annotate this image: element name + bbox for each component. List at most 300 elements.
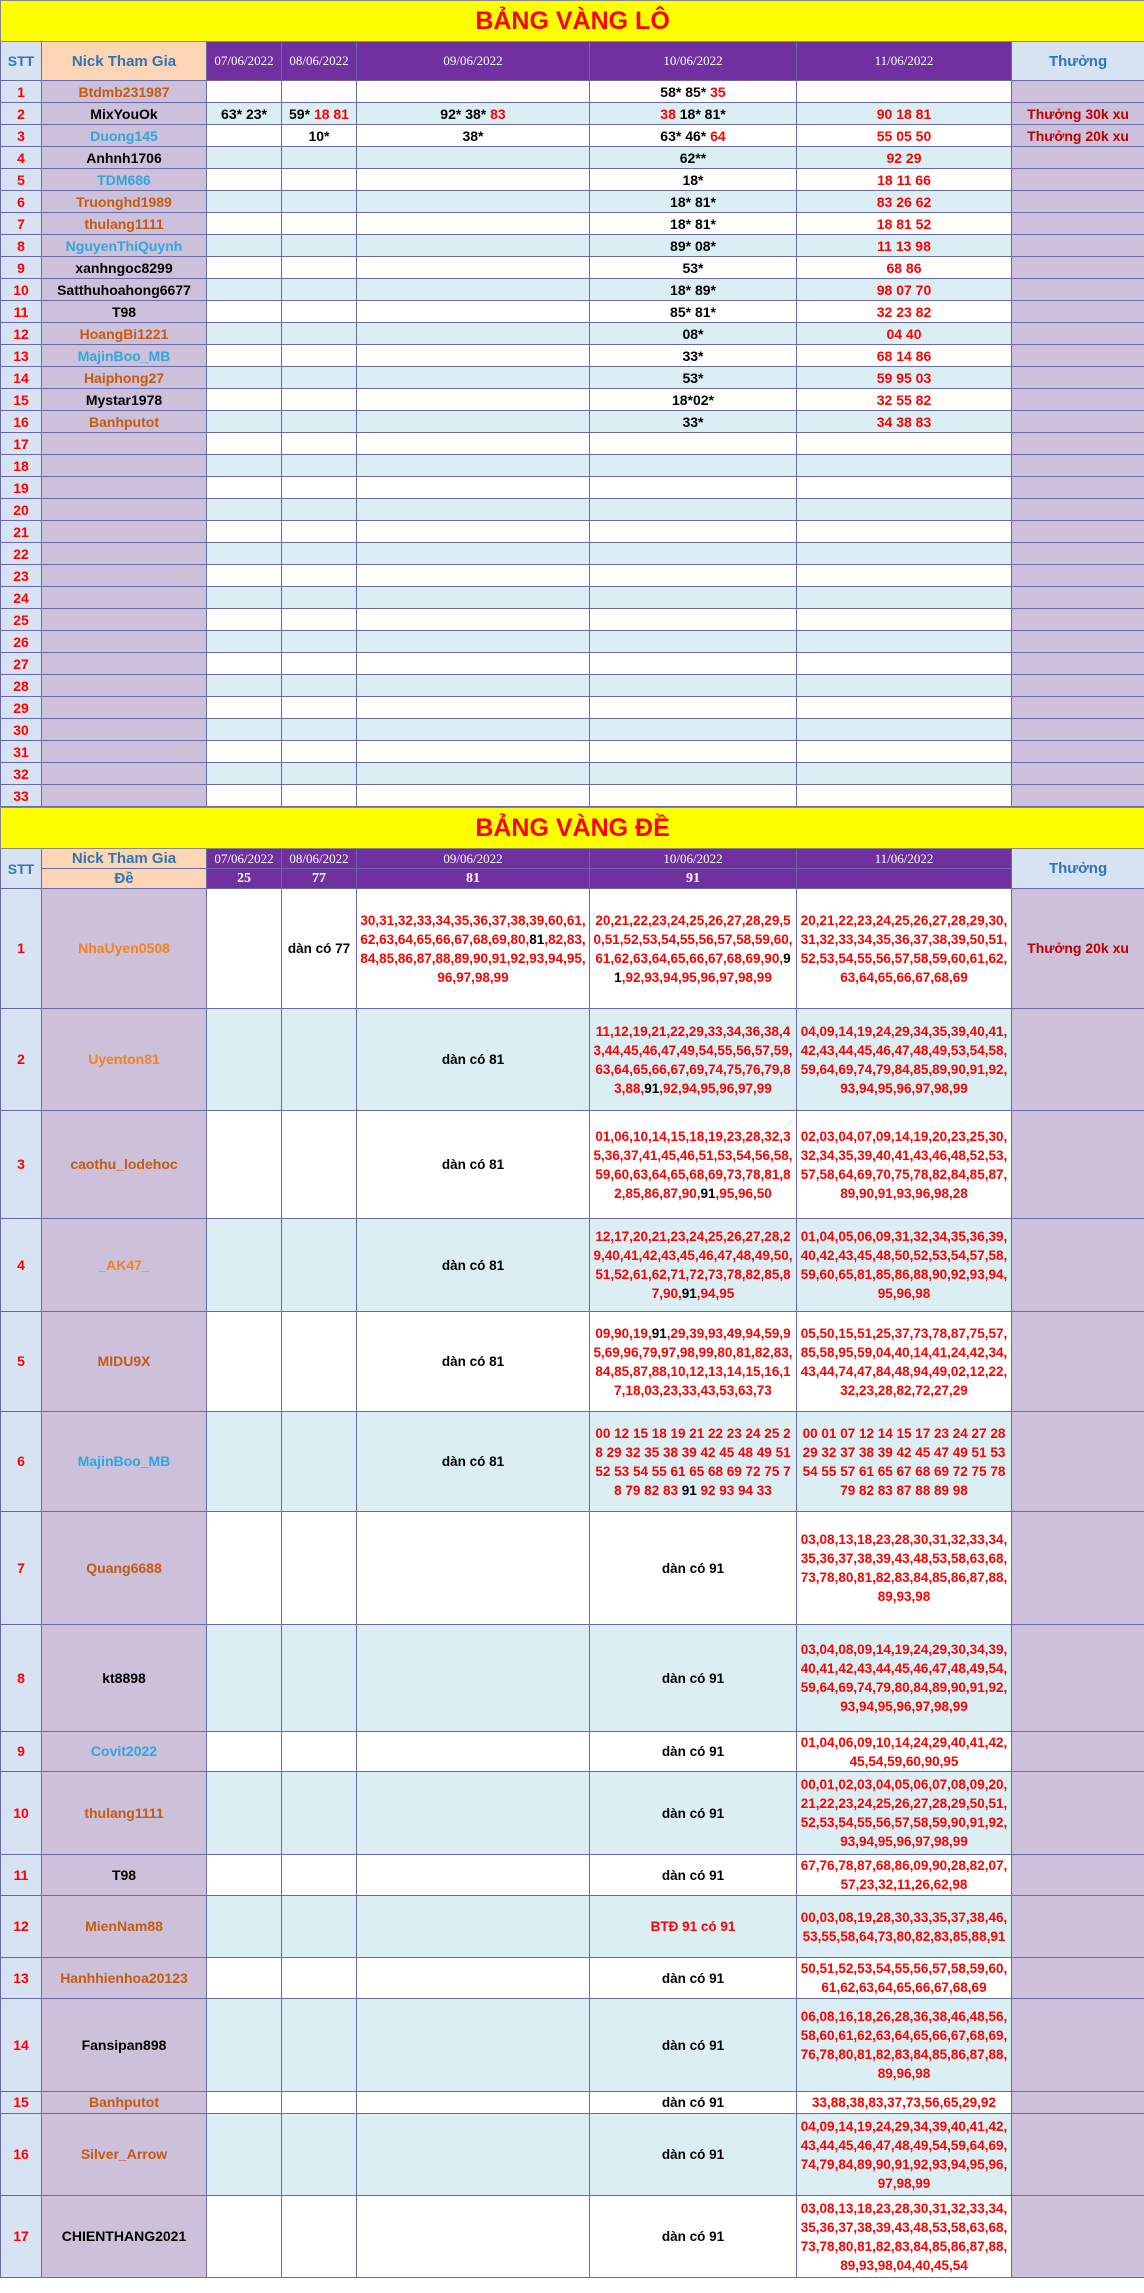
row-cell [357, 609, 590, 631]
row-stt: 1 [1, 81, 42, 103]
row-cell [357, 213, 590, 235]
row-thuong [1012, 1958, 1144, 1999]
row-stt: 4 [1, 147, 42, 169]
row-cell [797, 389, 1012, 411]
row-cell [590, 345, 797, 367]
value-segment: 33* [682, 413, 704, 430]
row-cell [207, 543, 282, 565]
value-segment: 18 81 [313, 105, 349, 122]
row-cell [797, 2092, 1012, 2114]
row-cell [207, 169, 282, 191]
table-row [1, 785, 1144, 807]
row-nick: caothu_lodehoc [42, 1111, 207, 1219]
row-cell [590, 301, 797, 323]
row-thuong [1012, 323, 1144, 345]
row-cell [207, 1772, 282, 1855]
row-cell [207, 279, 282, 301]
row-cell [797, 1111, 1012, 1219]
row-nick: Fansipan898 [42, 1999, 207, 2092]
row-cell [207, 521, 282, 543]
value-segment: 53* [682, 369, 704, 386]
row-cell [282, 499, 357, 521]
value-segment: 90 18 81 [876, 105, 932, 122]
value-segment: 12,17,20,21,23,24,25,26,27,28,29,40,41,42,43,45,46,47,48,49,50,51,52,61,62,71,72,73,78,82,85,87,90, [593, 1229, 793, 1301]
row-cell [282, 543, 357, 565]
row-nick: Btdmb231987 [42, 81, 207, 103]
row-cell [207, 2114, 282, 2196]
table-row [1, 257, 1144, 279]
value-segment: 98 07 70 [876, 281, 932, 298]
row-nick: Banhputot [42, 2092, 207, 2114]
row-thuong [1012, 1732, 1144, 1772]
table-row [1, 1732, 1144, 1772]
row-nick [42, 741, 207, 763]
row-nick: Quang6688 [42, 1512, 207, 1625]
table-row [1, 889, 1144, 1009]
lo-title: BẢNG VÀNG LÔ [1, 1, 1144, 42]
row-stt: 16 [1, 2114, 42, 2196]
row-cell [282, 763, 357, 785]
row-cell [797, 1009, 1012, 1111]
row-stt: 1 [1, 889, 42, 1009]
row-thuong [1012, 2114, 1144, 2196]
row-cell [207, 147, 282, 169]
row-cell [797, 1219, 1012, 1312]
row-thuong [1012, 697, 1144, 719]
row-nick [42, 763, 207, 785]
value-segment: 04 40 [886, 325, 922, 342]
row-cell [590, 477, 797, 499]
value-segment: 59* [289, 105, 314, 122]
row-nick [42, 521, 207, 543]
row-cell [590, 1111, 797, 1219]
table-row [1, 2114, 1144, 2196]
row-cell [357, 763, 590, 785]
row-cell: dàn có 91 [590, 2114, 797, 2196]
row-cell [282, 1312, 357, 1412]
row-thuong: Thưởng 20k xu [1012, 125, 1144, 147]
row-cell [797, 103, 1012, 125]
row-cell [797, 345, 1012, 367]
row-thuong [1012, 631, 1144, 653]
row-cell [207, 565, 282, 587]
row-cell [282, 345, 357, 367]
row-cell [282, 521, 357, 543]
row-cell [282, 81, 357, 103]
value-segment: 38 [660, 105, 676, 122]
de-header-nick: Nick Tham Gia [42, 849, 207, 869]
row-cell [590, 213, 797, 235]
row-cell [282, 1219, 357, 1312]
row-nick: NhaUyen0508 [42, 889, 207, 1009]
row-cell [797, 213, 1012, 235]
de-result: 77 [282, 869, 357, 889]
row-cell [590, 889, 797, 1009]
row-thuong [1012, 521, 1144, 543]
row-thuong [1012, 675, 1144, 697]
value-segment: 38* [462, 127, 484, 144]
value-segment: 32 23 82 [876, 303, 932, 320]
row-cell [357, 477, 590, 499]
row-cell [282, 741, 357, 763]
row-cell [590, 565, 797, 587]
row-cell [207, 697, 282, 719]
row-cell [207, 1896, 282, 1958]
value-segment: 00 12 15 18 19 21 22 23 24 25 28 29 32 35 38 39 42 45 48 49 51 52 53 54 55 61 65 68 69 72 75 78 79 82 83 [595, 1425, 791, 1498]
row-cell [207, 889, 282, 1009]
row-stt: 10 [1, 279, 42, 301]
row-cell [797, 889, 1012, 1009]
value-segment: 05,50,15,51,25,37,73,78,87,75,57,85,58,95,59,04,40,14,41,24,42,34,43,44,74,47,84,48,94,49,02,12,22,32,23,28,82,72,27,29 [800, 1325, 1008, 1398]
row-thuong [1012, 411, 1144, 433]
row-stt: 11 [1, 1855, 42, 1896]
table-row [1, 477, 1144, 499]
row-cell [357, 301, 590, 323]
row-cell [590, 81, 797, 103]
value-segment: ,92,93,94,95,96,97,98,99 [621, 969, 772, 985]
row-stt: 17 [1, 433, 42, 455]
row-cell [357, 1772, 590, 1855]
table-row [1, 543, 1144, 565]
row-cell [357, 653, 590, 675]
row-cell [797, 323, 1012, 345]
row-cell [207, 125, 282, 147]
table-row [1, 323, 1144, 345]
de-result [797, 869, 1012, 889]
row-stt: 32 [1, 763, 42, 785]
row-nick: Satthuhoahong6677 [42, 279, 207, 301]
de-title: BẢNG VÀNG ĐỀ [1, 808, 1144, 849]
row-stt: 12 [1, 1896, 42, 1958]
row-cell [282, 1772, 357, 1855]
lo-header-date: 08/06/2022 [282, 42, 357, 81]
value-segment: 58* 85* [660, 83, 711, 100]
row-nick [42, 499, 207, 521]
row-cell [282, 433, 357, 455]
lo-table [0, 0, 1144, 807]
value-segment: 09,90,19, [595, 1325, 652, 1341]
row-cell [590, 1412, 797, 1512]
value-segment: 67,76,78,87,68,86,09,90,28,82,07,57,23,32,11,26,62,98 [800, 1858, 1008, 1892]
row-cell [797, 1896, 1012, 1958]
row-cell [797, 565, 1012, 587]
row-stt: 16 [1, 411, 42, 433]
value-segment: 04,09,14,19,24,29,34,39,40,41,42,43,44,45,46,47,48,49,54,59,64,69,74,79,84,89,90,91,92,93,94,95,96,97,98,99 [800, 2118, 1008, 2191]
table-row [1, 1512, 1144, 1625]
row-cell [357, 587, 590, 609]
de-header-date: 11/06/2022 [797, 849, 1012, 869]
row-cell [207, 785, 282, 807]
row-cell [282, 1855, 357, 1896]
row-cell [797, 125, 1012, 147]
table-row [1, 763, 1144, 785]
row-nick: CHIENTHANG2021 [42, 2196, 207, 2278]
row-cell [357, 2092, 590, 2114]
row-thuong [1012, 609, 1144, 631]
row-cell [590, 411, 797, 433]
lo-header-date: 10/06/2022 [590, 42, 797, 81]
row-nick [42, 653, 207, 675]
row-stt: 4 [1, 1219, 42, 1312]
row-thuong [1012, 741, 1144, 763]
row-thuong [1012, 257, 1144, 279]
row-nick [42, 433, 207, 455]
row-cell: dàn có 81 [357, 1412, 590, 1512]
row-cell [357, 1732, 590, 1772]
value-segment: 00,01,02,03,04,05,06,07,08,09,20,21,22,23,24,25,26,27,28,29,50,51,52,53,54,55,56,57,58,59,90,91,92,93,94,95,96,97,98,99 [800, 1777, 1008, 1849]
row-cell [590, 609, 797, 631]
row-cell [590, 521, 797, 543]
row-cell [282, 631, 357, 653]
value-segment: 18*02* [671, 391, 715, 408]
row-nick [42, 697, 207, 719]
row-cell [282, 477, 357, 499]
row-thuong [1012, 653, 1144, 675]
row-cell [590, 389, 797, 411]
row-stt: 14 [1, 367, 42, 389]
value-segment: 68 14 86 [876, 347, 932, 364]
row-cell [357, 785, 590, 807]
value-segment: 02,03,04,07,09,14,19,20,23,25,30,32,34,35,39,40,41,43,46,48,52,53,57,58,64,69,70,75,78,82,84,85,87,89,90,91,93,96,98,28 [800, 1128, 1008, 1201]
row-nick [42, 719, 207, 741]
value-segment: 63* 23* [221, 105, 267, 122]
row-stt: 13 [1, 345, 42, 367]
row-cell [207, 433, 282, 455]
row-cell [590, 631, 797, 653]
row-cell [357, 411, 590, 433]
row-cell [357, 147, 590, 169]
value-segment: 50,51,52,53,54,55,56,57,58,59,60,61,62,63,64,65,66,67,68,69 [800, 1961, 1008, 1995]
row-cell [207, 587, 282, 609]
row-cell [590, 147, 797, 169]
value-segment: ,82,83,84,85,86,87,88,89,90,91,92,93,94,95,96,97,98,99 [360, 931, 586, 985]
row-cell [357, 169, 590, 191]
row-stt: 7 [1, 213, 42, 235]
row-thuong [1012, 1855, 1144, 1896]
row-cell [357, 697, 590, 719]
row-cell [282, 389, 357, 411]
value-segment: 18* 81* [670, 215, 716, 232]
row-thuong [1012, 1772, 1144, 1855]
row-stt: 26 [1, 631, 42, 653]
row-thuong [1012, 191, 1144, 213]
value-segment: 68 86 [886, 259, 922, 276]
row-cell [590, 675, 797, 697]
row-thuong [1012, 433, 1144, 455]
value-segment: 91 [681, 1286, 697, 1301]
value-segment: 33,88,38,83,37,73,56,65,29,92 [812, 2095, 996, 2110]
table-row [1, 301, 1144, 323]
row-cell [207, 609, 282, 631]
row-cell [207, 675, 282, 697]
row-thuong [1012, 1009, 1144, 1111]
value-segment: 92 29 [886, 149, 922, 166]
row-cell: dàn có 77 [282, 889, 357, 1009]
row-cell [357, 675, 590, 697]
row-cell [590, 1219, 797, 1312]
value-segment: 33* [682, 347, 704, 364]
de-result: 25 [207, 869, 282, 889]
row-stt: 8 [1, 235, 42, 257]
row-stt: 24 [1, 587, 42, 609]
row-cell [590, 191, 797, 213]
row-thuong [1012, 587, 1144, 609]
row-cell [207, 719, 282, 741]
row-cell [207, 191, 282, 213]
row-cell [207, 653, 282, 675]
row-cell [282, 675, 357, 697]
row-cell [207, 763, 282, 785]
row-cell [590, 103, 797, 125]
value-segment: 01,06,10,14,15,18,19,23,28,32,35,36,37,41,45,46,51,53,54,56,58,59,60,63,64,65,68,69,73,78,81,82,85,86,87,90, [593, 1128, 793, 1201]
row-cell [357, 719, 590, 741]
row-cell [797, 279, 1012, 301]
row-cell [797, 1625, 1012, 1732]
row-cell [207, 389, 282, 411]
row-cell [357, 1999, 590, 2092]
table-row [1, 2196, 1144, 2278]
row-stt: 27 [1, 653, 42, 675]
row-stt: 33 [1, 785, 42, 807]
value-segment: 63* 46* [660, 127, 711, 144]
row-cell [357, 323, 590, 345]
row-cell [207, 1312, 282, 1412]
row-stt: 25 [1, 609, 42, 631]
row-nick [42, 477, 207, 499]
value-segment: 91 [644, 1080, 660, 1096]
row-cell [282, 565, 357, 587]
row-cell [797, 1855, 1012, 1896]
lo-header-nick: Nick Tham Gia [42, 42, 207, 81]
row-cell [207, 1219, 282, 1312]
value-segment: 10* [308, 127, 330, 144]
row-nick: Duong145 [42, 125, 207, 147]
row-cell [357, 1512, 590, 1625]
row-cell [590, 279, 797, 301]
lo-header-date: 07/06/2022 [207, 42, 282, 81]
row-cell: dàn có 91 [590, 1732, 797, 1772]
lo-header-date: 09/06/2022 [357, 42, 590, 81]
value-segment: 18* 81* [675, 105, 726, 122]
row-cell [590, 1312, 797, 1412]
row-cell: dàn có 91 [590, 1625, 797, 1732]
row-cell [207, 345, 282, 367]
row-cell [797, 433, 1012, 455]
row-cell [797, 631, 1012, 653]
row-cell [797, 763, 1012, 785]
row-cell [357, 1958, 590, 1999]
row-nick: thulang1111 [42, 213, 207, 235]
value-segment: 62** [679, 149, 707, 166]
table-row [1, 389, 1144, 411]
row-cell [590, 719, 797, 741]
value-segment: 91 [614, 950, 791, 985]
row-cell [207, 367, 282, 389]
row-cell [797, 81, 1012, 103]
table-row [1, 1958, 1144, 1999]
table-row [1, 1625, 1144, 1732]
row-thuong [1012, 235, 1144, 257]
value-segment: 59 95 03 [876, 369, 932, 386]
row-nick: kt8898 [42, 1625, 207, 1732]
value-segment: 00,03,08,19,28,30,33,35,37,38,46,53,55,58,64,73,80,82,83,85,88,91 [800, 1909, 1008, 1944]
de-result: 91 [590, 869, 797, 889]
row-cell [282, 191, 357, 213]
row-thuong [1012, 2092, 1144, 2114]
table-row [1, 191, 1144, 213]
row-cell [282, 1512, 357, 1625]
de-header-date: 07/06/2022 [207, 849, 282, 869]
row-cell [590, 125, 797, 147]
row-cell [797, 1772, 1012, 1855]
row-cell [282, 279, 357, 301]
row-cell: dàn có 91 [590, 1512, 797, 1625]
row-cell [207, 301, 282, 323]
table-row [1, 103, 1144, 125]
row-cell [797, 301, 1012, 323]
row-cell [797, 499, 1012, 521]
row-cell [282, 1958, 357, 1999]
row-stt: 15 [1, 389, 42, 411]
value-segment: 53* [682, 259, 704, 276]
row-cell [590, 499, 797, 521]
row-thuong [1012, 499, 1144, 521]
value-segment: 18 11 66 [877, 171, 931, 188]
row-cell [797, 1512, 1012, 1625]
row-cell [357, 499, 590, 521]
row-thuong [1012, 213, 1144, 235]
table-row [1, 1111, 1144, 1219]
row-cell [797, 697, 1012, 719]
row-cell [207, 1999, 282, 2092]
row-thuong [1012, 477, 1144, 499]
row-cell [357, 1855, 590, 1896]
table-row [1, 565, 1144, 587]
value-segment: ,94,95 [696, 1286, 735, 1301]
table-row [1, 235, 1144, 257]
row-cell: dàn có 81 [357, 1312, 590, 1412]
table-row [1, 1412, 1144, 1512]
row-cell [207, 477, 282, 499]
row-cell [357, 279, 590, 301]
row-cell [590, 257, 797, 279]
row-cell [357, 1896, 590, 1958]
row-cell: dàn có 91 [590, 2092, 797, 2114]
table-row [1, 279, 1144, 301]
row-cell [282, 1009, 357, 1111]
table-row [1, 411, 1144, 433]
row-stt: 2 [1, 1009, 42, 1111]
row-thuong [1012, 763, 1144, 785]
row-stt: 20 [1, 499, 42, 521]
row-cell [207, 1732, 282, 1772]
row-cell [282, 323, 357, 345]
row-cell [590, 697, 797, 719]
table-row [1, 455, 1144, 477]
value-segment: 83 [490, 105, 506, 122]
row-cell [207, 2092, 282, 2114]
row-cell [357, 521, 590, 543]
row-thuong [1012, 301, 1144, 323]
value-segment: 11 13 98 [877, 237, 931, 254]
row-cell [282, 2196, 357, 2278]
row-cell [282, 785, 357, 807]
lo-header-thuong: Thưởng [1012, 42, 1144, 81]
row-thuong [1012, 565, 1144, 587]
de-header-date: 09/06/2022 [357, 849, 590, 869]
row-cell [797, 543, 1012, 565]
table-row [1, 81, 1144, 103]
